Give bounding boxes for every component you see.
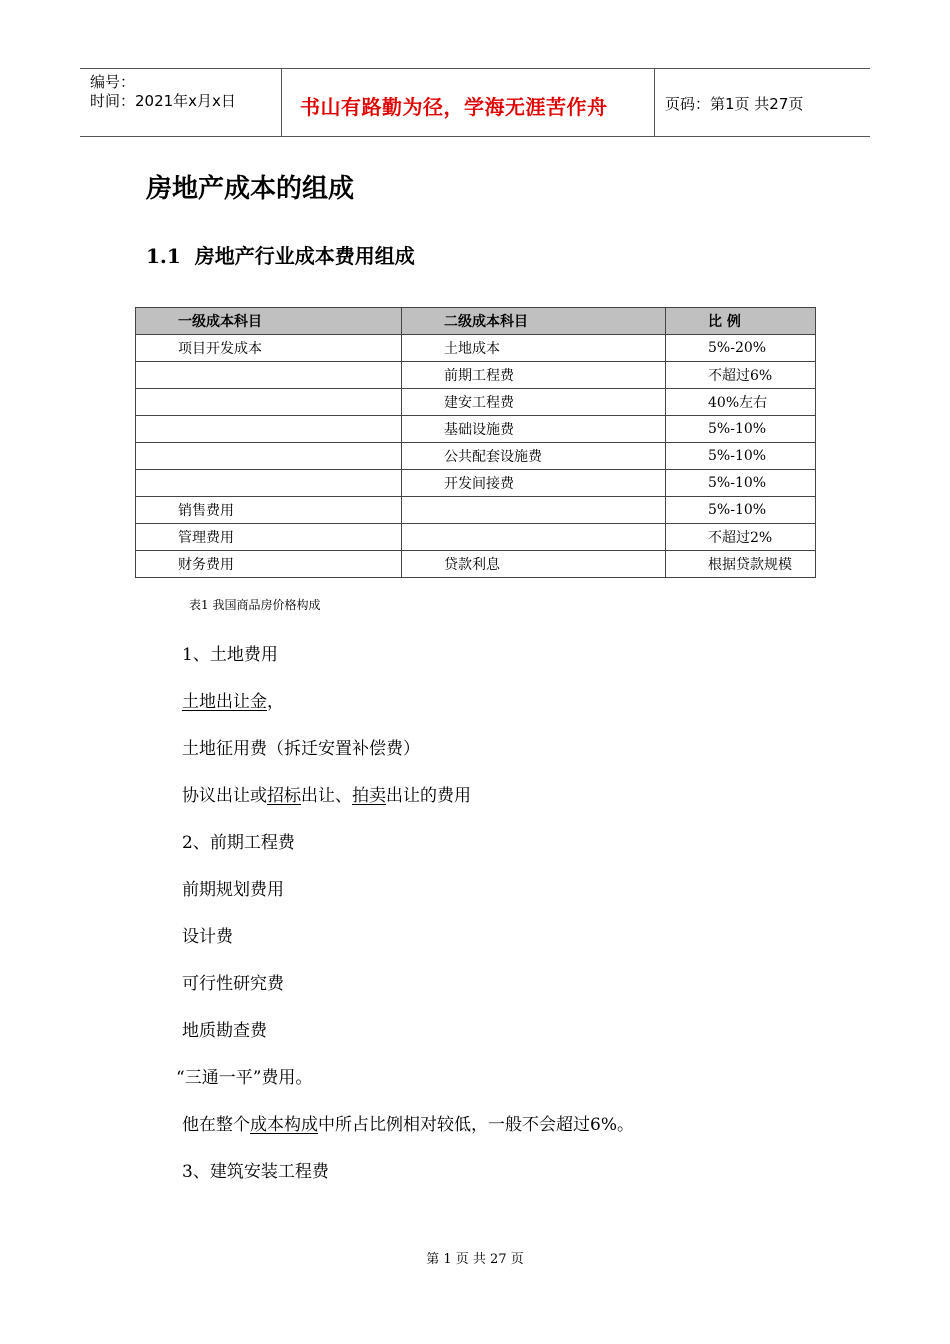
paragraph: “三通一平”费用。 xyxy=(176,1068,313,1088)
table-cell: 5%-10% xyxy=(666,416,816,443)
table-row xyxy=(136,389,816,416)
table-cell xyxy=(136,362,402,389)
header-bottom-border xyxy=(80,136,870,137)
table-cell xyxy=(136,470,402,497)
section-heading xyxy=(146,240,415,269)
table-cell: 土地成本 xyxy=(402,335,666,362)
table-cell: 财务费用 xyxy=(136,551,402,578)
paragraph: 地质勘查费 xyxy=(182,1021,267,1041)
table-cell: 销售费用 xyxy=(136,497,402,524)
table-row xyxy=(136,416,816,443)
paragraph-text: 中所占比例相对较低，一般不会超过6%。 xyxy=(318,1115,634,1135)
link-land-transfer-fee[interactable]: 土地出让金 xyxy=(182,692,267,712)
table-row xyxy=(136,362,816,389)
table-cell xyxy=(402,524,666,551)
paragraph xyxy=(182,781,471,806)
link-tender[interactable]: 招标 xyxy=(267,786,301,806)
table-cell: 项目开发成本 xyxy=(136,335,402,362)
table-cell: 不超过6% xyxy=(666,362,816,389)
paragraph: 可行性研究费 xyxy=(182,974,284,994)
table-cell: 5%-10% xyxy=(666,470,816,497)
paragraph-text: 出让的费用 xyxy=(386,786,471,806)
paragraph-text: 协议出让或 xyxy=(182,786,267,806)
table-cell: 5%-20% xyxy=(666,335,816,362)
table-caption: 表1 我国商品房价格构成 xyxy=(189,598,321,612)
table-cell: 建安工程费 xyxy=(402,389,666,416)
table-cell: 5%-10% xyxy=(666,497,816,524)
table-cell xyxy=(136,389,402,416)
header-motto: 书山有路勤为径，学海无涯苦作舟 xyxy=(300,95,608,119)
table-cell: 40%左右 xyxy=(666,389,816,416)
cost-table xyxy=(135,307,816,578)
table-cell: 根据贷款规模 xyxy=(666,551,816,578)
table-cell: 贷款利息 xyxy=(402,551,666,578)
page-footer: 第 1 页 共 27 页 xyxy=(426,1252,524,1267)
paragraph: 土地征用费（拆迁安置补偿费） xyxy=(182,739,420,759)
paragraph: 3、建筑安装工程费 xyxy=(182,1162,329,1182)
table-cell: 基础设施费 xyxy=(402,416,666,443)
column-header: 二级成本科目 xyxy=(402,308,666,335)
table-cell xyxy=(136,416,402,443)
table-cell: 公共配套设施费 xyxy=(402,443,666,470)
paragraph-text: 出让、 xyxy=(301,786,352,806)
table-cell xyxy=(136,443,402,470)
page-title: 房地产成本的组成 xyxy=(146,174,355,204)
section-title: 房地产行业成本费用组成 xyxy=(194,244,415,268)
table-row xyxy=(136,551,816,578)
paragraph-text: 他在整个 xyxy=(182,1115,250,1135)
paragraph-text: ， xyxy=(267,692,284,712)
header-time: 时间：2021年x月x日 xyxy=(90,92,236,110)
paragraph xyxy=(182,1110,634,1135)
table-cell: 开发间接费 xyxy=(402,470,666,497)
header-divider xyxy=(281,68,282,136)
header-divider xyxy=(654,68,655,136)
header-top-border xyxy=(80,68,870,69)
paragraph: 前期规划费用 xyxy=(182,880,284,900)
column-header: 一级成本科目 xyxy=(136,308,402,335)
table-header-row xyxy=(136,308,816,335)
table-row xyxy=(136,335,816,362)
paragraph xyxy=(182,687,284,712)
table-cell xyxy=(402,497,666,524)
table-cell: 前期工程费 xyxy=(402,362,666,389)
table-row xyxy=(136,524,816,551)
section-number: 1.1 xyxy=(146,244,181,268)
header-page: 页码：第1页 共27页 xyxy=(665,95,804,113)
table-cell: 管理费用 xyxy=(136,524,402,551)
table-cell: 不超过2% xyxy=(666,524,816,551)
column-header: 比 例 xyxy=(666,308,816,335)
paragraph: 设计费 xyxy=(182,927,233,947)
table-row xyxy=(136,470,816,497)
link-auction[interactable]: 拍卖 xyxy=(352,786,386,806)
header-number: 编号： xyxy=(90,73,136,91)
table-cell: 5%-10% xyxy=(666,443,816,470)
table-row xyxy=(136,443,816,470)
table-row xyxy=(136,497,816,524)
paragraph: 2、前期工程费 xyxy=(182,833,295,853)
paragraph: 1、土地费用 xyxy=(182,645,278,665)
link-cost-structure[interactable]: 成本构成 xyxy=(250,1115,318,1135)
